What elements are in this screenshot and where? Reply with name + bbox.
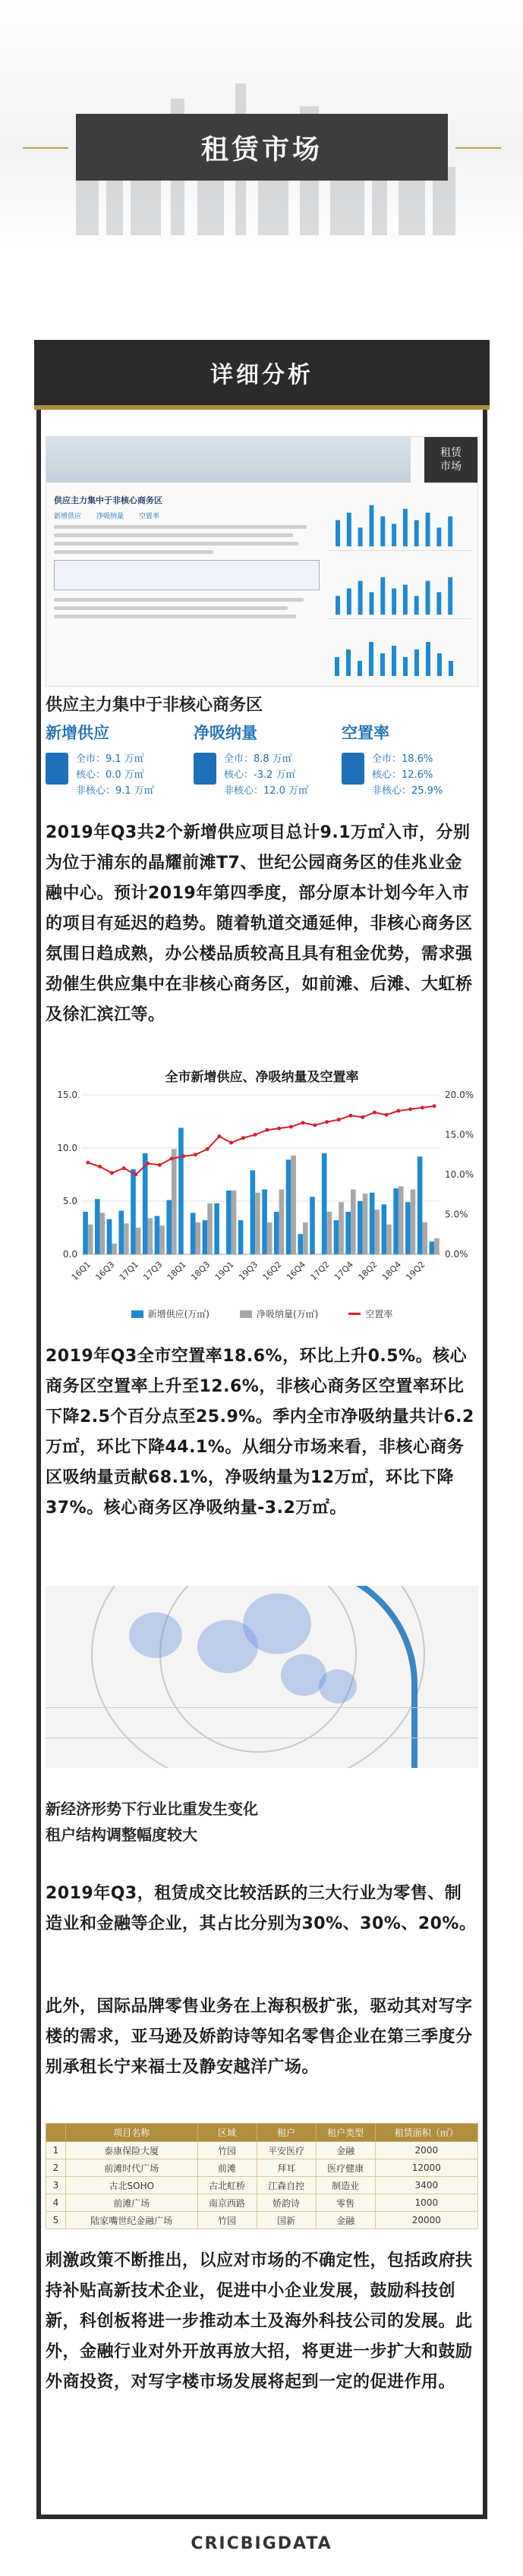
building-icon [342,753,364,785]
lease-deals-table [46,2123,478,2229]
table-cell: 2000 [375,2142,477,2159]
report-mini-kpi: 空置率 [139,513,160,521]
table-cell: 前滩 [197,2159,257,2177]
headline-sector: 新经济形势下行业比重发生变化 [46,1800,258,1818]
office-district-map [46,1586,478,1768]
bar-new-supply [298,1234,303,1254]
kpi-value: 全市：8.8 万㎡ [224,753,292,765]
bar-net-absorption [399,1186,404,1254]
column-header: 区域 [197,2124,257,2142]
kpi-value: 核心：12.6% [372,769,433,781]
y-tick-label: 0.0 [62,1249,77,1260]
headline-supply: 供应主力集中于非核心商务区 [46,696,263,715]
hero-banner [0,0,523,250]
legend-item: 空置率 [348,1307,392,1320]
bar-new-supply [345,1212,351,1254]
kpi-value: 非核心：25.9% [372,785,443,797]
x-tick-label: 18Q2 [356,1259,380,1283]
point-vacancy [194,1153,197,1156]
kpi-values [372,751,443,799]
point-vacancy [86,1161,90,1165]
table-cell: 12000 [375,2159,477,2177]
bar-new-supply [95,1199,100,1254]
chart-title: 全市新增供应、净吸纳量及空置率 [165,1070,359,1085]
bar-new-supply [238,1220,244,1254]
bar-net-absorption [363,1194,368,1254]
table-cell: 2 [46,2159,66,2177]
paragraph-industries: 2019年Q3，租赁成交比较活跃的三大行业为零售、制造业和金融等企业，其占比分别为30%、30%、20%。 [46,1884,477,1933]
point-vacancy [170,1157,174,1161]
kpi-values [224,751,308,799]
point-vacancy [217,1134,221,1138]
kpi-net-absorption [194,721,309,797]
x-tick-label: 16Q3 [93,1259,117,1283]
point-vacancy [265,1128,269,1132]
kpi-vacancy [342,721,443,797]
table-cell: 5 [46,2212,66,2229]
bar-net-absorption [124,1223,129,1254]
bar-net-absorption [207,1203,213,1254]
column-header: 项目名称 [66,2124,198,2142]
x-tick-label: 17Q4 [332,1259,356,1283]
line-vacancy [88,1106,434,1175]
report-mini-chart [327,627,471,680]
paragraph-supply: 2019年Q3共2个新增供应项目总计9.1万㎡入市，分别为位于浦东的晶耀前滩T7、世纪公园商务区的佳兆业金融中心。预计2019年第四季度，部分原本计划今年入市的项目有延迟的趋势。随着轨道交通延伸，非核心商务区氛围日趋成熟，办公楼品质较高且具有租金优势，需求强劲催生供应集中在非核心商务区，如前滩、后滩、大虹桥及徐汇滨江等。 [46,823,473,1024]
kpi-row [46,721,478,812]
kpi-value: 全市：9.1 万㎡ [76,753,144,765]
table-cell: 泰康保险大厦 [66,2142,198,2159]
y2-tick-label: 15.0% [445,1129,474,1140]
bar-new-supply [226,1190,232,1254]
report-mini-table [54,560,320,590]
table-row [46,2159,478,2177]
x-tick-label: 17Q1 [117,1259,140,1283]
building-icon [194,753,216,785]
bar-net-absorption [374,1209,380,1254]
bar-new-supply [382,1204,387,1254]
bar-net-absorption [100,1213,106,1254]
y2-tick-label: 5.0% [445,1209,468,1220]
report-tag: 租赁 市场 [424,437,477,483]
bar-new-supply [322,1153,327,1254]
point-vacancy [325,1120,329,1124]
skyline-photo [46,437,411,483]
point-vacancy [361,1115,364,1119]
kpi-value: 非核心：9.1 万㎡ [76,785,154,797]
bar-net-absorption [422,1222,427,1254]
report-thumbnail [46,436,478,687]
point-vacancy [301,1121,305,1124]
bar-net-absorption [255,1193,260,1254]
kpi-value: 核心：0.0 万㎡ [76,769,144,781]
table-cell: 竹园 [197,2212,257,2229]
table-cell: 金融 [316,2142,375,2159]
legend-item: 净吸纳量(万㎡) [240,1307,318,1320]
bar-net-absorption [291,1156,296,1254]
column-header: 租户 [257,2124,316,2142]
table-cell: 国新 [257,2212,316,2229]
table-cell: 拜耳 [257,2159,316,2177]
column-header: 租赁面积（㎡） [375,2124,477,2142]
table-row [46,2177,478,2194]
point-vacancy [110,1171,114,1175]
report-mini-heading: 供应主力集中于非核心商务区 [54,495,162,505]
point-vacancy [385,1113,389,1117]
section-title: 详细分析 [210,362,313,388]
building-icon [46,753,68,785]
point-vacancy [158,1163,162,1167]
table-cell: 4 [46,2194,66,2212]
bar-new-supply [370,1193,375,1254]
bar-net-absorption [327,1212,332,1254]
bar-new-supply [131,1169,136,1254]
point-vacancy [122,1166,126,1170]
supply-absorption-chart [46,1066,478,1328]
point-vacancy [408,1107,412,1111]
table-cell: 3400 [375,2177,477,2194]
bar-new-supply [274,1212,279,1254]
table-header-row [46,2124,478,2142]
table-cell: 娇韵诗 [257,2194,316,2212]
bar-new-supply [203,1220,208,1254]
column-header: 租户类型 [316,2124,375,2142]
y2-tick-label: 0.0% [445,1249,468,1260]
kpi-new-supply [46,721,154,797]
x-tick-label: 18Q1 [165,1259,188,1283]
table-cell: 3 [46,2177,66,2194]
report-mini-kpi: 净吸纳量 [96,513,124,521]
bar-new-supply [286,1159,291,1254]
x-tick-label: 18Q3 [189,1259,213,1283]
x-tick-label: 16Q2 [260,1259,284,1283]
bar-net-absorption [195,1222,200,1254]
chart-legend [46,1307,478,1320]
page-title-bar [76,114,448,181]
point-vacancy [181,1154,185,1158]
report-mini-kpis [54,511,320,521]
bar-new-supply [393,1188,399,1254]
x-tick-label: 17Q2 [308,1259,332,1283]
table-cell: 陆家嘴世纪金融广场 [66,2212,198,2229]
bar-new-supply [155,1216,160,1254]
table-row [46,2194,478,2212]
bar-new-supply [262,1190,267,1254]
bar-new-supply [143,1153,148,1254]
bar-net-absorption [267,1222,273,1254]
kpi-value: 核心：-3.2 万㎡ [224,769,296,781]
point-vacancy [206,1147,210,1151]
point-vacancy [98,1165,102,1168]
table-cell: 古北虹桥 [197,2177,257,2194]
table-cell: 1000 [375,2194,477,2212]
point-vacancy [289,1125,293,1129]
bar-new-supply [310,1197,315,1254]
bar-new-supply [83,1212,88,1254]
point-vacancy [421,1106,424,1109]
bar-net-absorption [112,1244,117,1254]
x-tick-label: 17Q3 [141,1259,165,1283]
point-vacancy [254,1133,257,1137]
table-cell: 医疗健康 [316,2159,375,2177]
point-vacancy [241,1136,245,1140]
report-mini-text [54,494,320,684]
paragraph-policy: 刺激政策不断推出，以应对市场的不确定性，包括政府扶持补贴高新技术企业，促进中小企业发展，鼓励科技创新，科创板将进一步推动本土及海外科技公司的发展。此外，金融行业对外开放再放大招，将更进一步扩大和鼓励外商投资，对写字楼市场发展将起到一定的促进作用。 [46,2251,473,2392]
table-cell: 前滩广场 [66,2194,198,2212]
point-vacancy [277,1127,281,1131]
point-vacancy [229,1141,233,1145]
x-tick-label: 18Q4 [380,1259,404,1283]
legend-item: 新增供应(万㎡) [131,1307,210,1320]
bar-net-absorption [148,1218,153,1254]
y2-tick-label: 10.0% [445,1169,474,1180]
table-cell: 江森自控 [257,2177,316,2194]
kpi-value: 全市：18.6% [372,753,433,765]
bar-new-supply [214,1203,219,1254]
bar-new-supply [178,1128,184,1254]
point-vacancy [349,1114,353,1118]
bar-new-supply [191,1213,196,1254]
table-cell: 制造业 [316,2177,375,2194]
bar-new-supply [118,1211,124,1254]
table-row [46,2142,478,2159]
table-row [46,2212,478,2229]
bar-net-absorption [339,1202,344,1254]
y-tick-label: 10.0 [57,1143,77,1153]
kpi-title: 净吸纳量 [194,724,257,742]
bar-net-absorption [159,1225,165,1254]
bar-net-absorption [172,1149,177,1254]
bar-new-supply [405,1202,411,1254]
table-cell: 前滩时代广场 [66,2159,198,2177]
bar-new-supply [250,1170,256,1254]
bar-net-absorption [88,1225,93,1254]
report-mini-chart [327,490,471,551]
table-cell: 1 [46,2142,66,2159]
map-district-stats [46,1707,478,1768]
table-cell: 平安医疗 [257,2142,316,2159]
bar-net-absorption [303,1222,308,1254]
kpi-title: 新增供应 [46,724,109,742]
point-vacancy [396,1109,400,1113]
point-vacancy [433,1104,436,1108]
table-cell: 金融 [316,2212,375,2229]
section-header [34,340,490,410]
x-tick-label: 19Q2 [404,1259,427,1283]
x-tick-label: 19Q3 [237,1259,260,1283]
bar-new-supply [334,1220,339,1254]
point-vacancy [134,1173,137,1177]
report-mini-chart [327,558,471,619]
kpi-title: 空置率 [342,724,389,742]
bar-new-supply [166,1200,172,1254]
x-tick-label: 19Q1 [213,1259,236,1283]
point-vacancy [313,1123,317,1127]
chart-canvas [46,1066,478,1307]
page-title: 租赁市场 [200,134,323,165]
point-vacancy [337,1118,341,1121]
paragraph-retail: 此外，国际品牌零售业务在上海积极扩张，驱动其对写字楼的需求，亚马逊及娇韵诗等知名零售企业在第三季度分别承租长宁来福士及静安越洋广场。 [46,1997,473,2077]
bar-net-absorption [232,1190,237,1254]
bar-net-absorption [411,1190,416,1254]
y-tick-label: 15.0 [57,1090,77,1100]
table-cell: 零售 [316,2194,375,2212]
bar-net-absorption [386,1225,392,1254]
kpi-values [76,751,154,799]
bar-new-supply [417,1156,423,1254]
bar-net-absorption [434,1238,440,1254]
table-cell: 南京西路 [197,2194,257,2212]
bar-net-absorption [351,1190,356,1254]
table-cell: 20000 [375,2212,477,2229]
bar-net-absorption [136,1228,141,1254]
x-tick-label: 16Q1 [69,1259,93,1283]
bar-net-absorption [279,1190,285,1254]
table-cell: 竹园 [197,2142,257,2159]
table-cell: 古北SOHO [66,2177,198,2194]
point-vacancy [146,1162,150,1165]
y2-tick-label: 20.0% [445,1090,474,1100]
y-tick-label: 5.0 [62,1196,77,1206]
bar-new-supply [430,1241,435,1254]
headline-tenant: 租户结构调整幅度较大 [46,1826,197,1844]
x-tick-label: 16Q4 [285,1259,308,1283]
paragraph-vacancy: 2019年Q3全市空置率18.6%，环比上升0.5%。核心商务区空置率上升至12.6%，非核心商务区空置率环比下降2.5个百分点至25.9%。季内全市净吸纳量共计6.2万㎡，环比下降44.1%。从细分市场来看，非核心商务区吸纳量贡献68.1%，净吸纳量为12万㎡，环比下降37%。核心商务区净吸纳量-3.2万㎡。 [46,1347,474,1518]
report-mini-kpi: 新增供应 [54,513,82,521]
kpi-value: 非核心：12.0 万㎡ [224,785,309,797]
bar-new-supply [107,1219,112,1254]
bar-new-supply [358,1201,363,1254]
point-vacancy [373,1111,376,1115]
footer-brand: CRICBIGDATA [191,2534,332,2553]
